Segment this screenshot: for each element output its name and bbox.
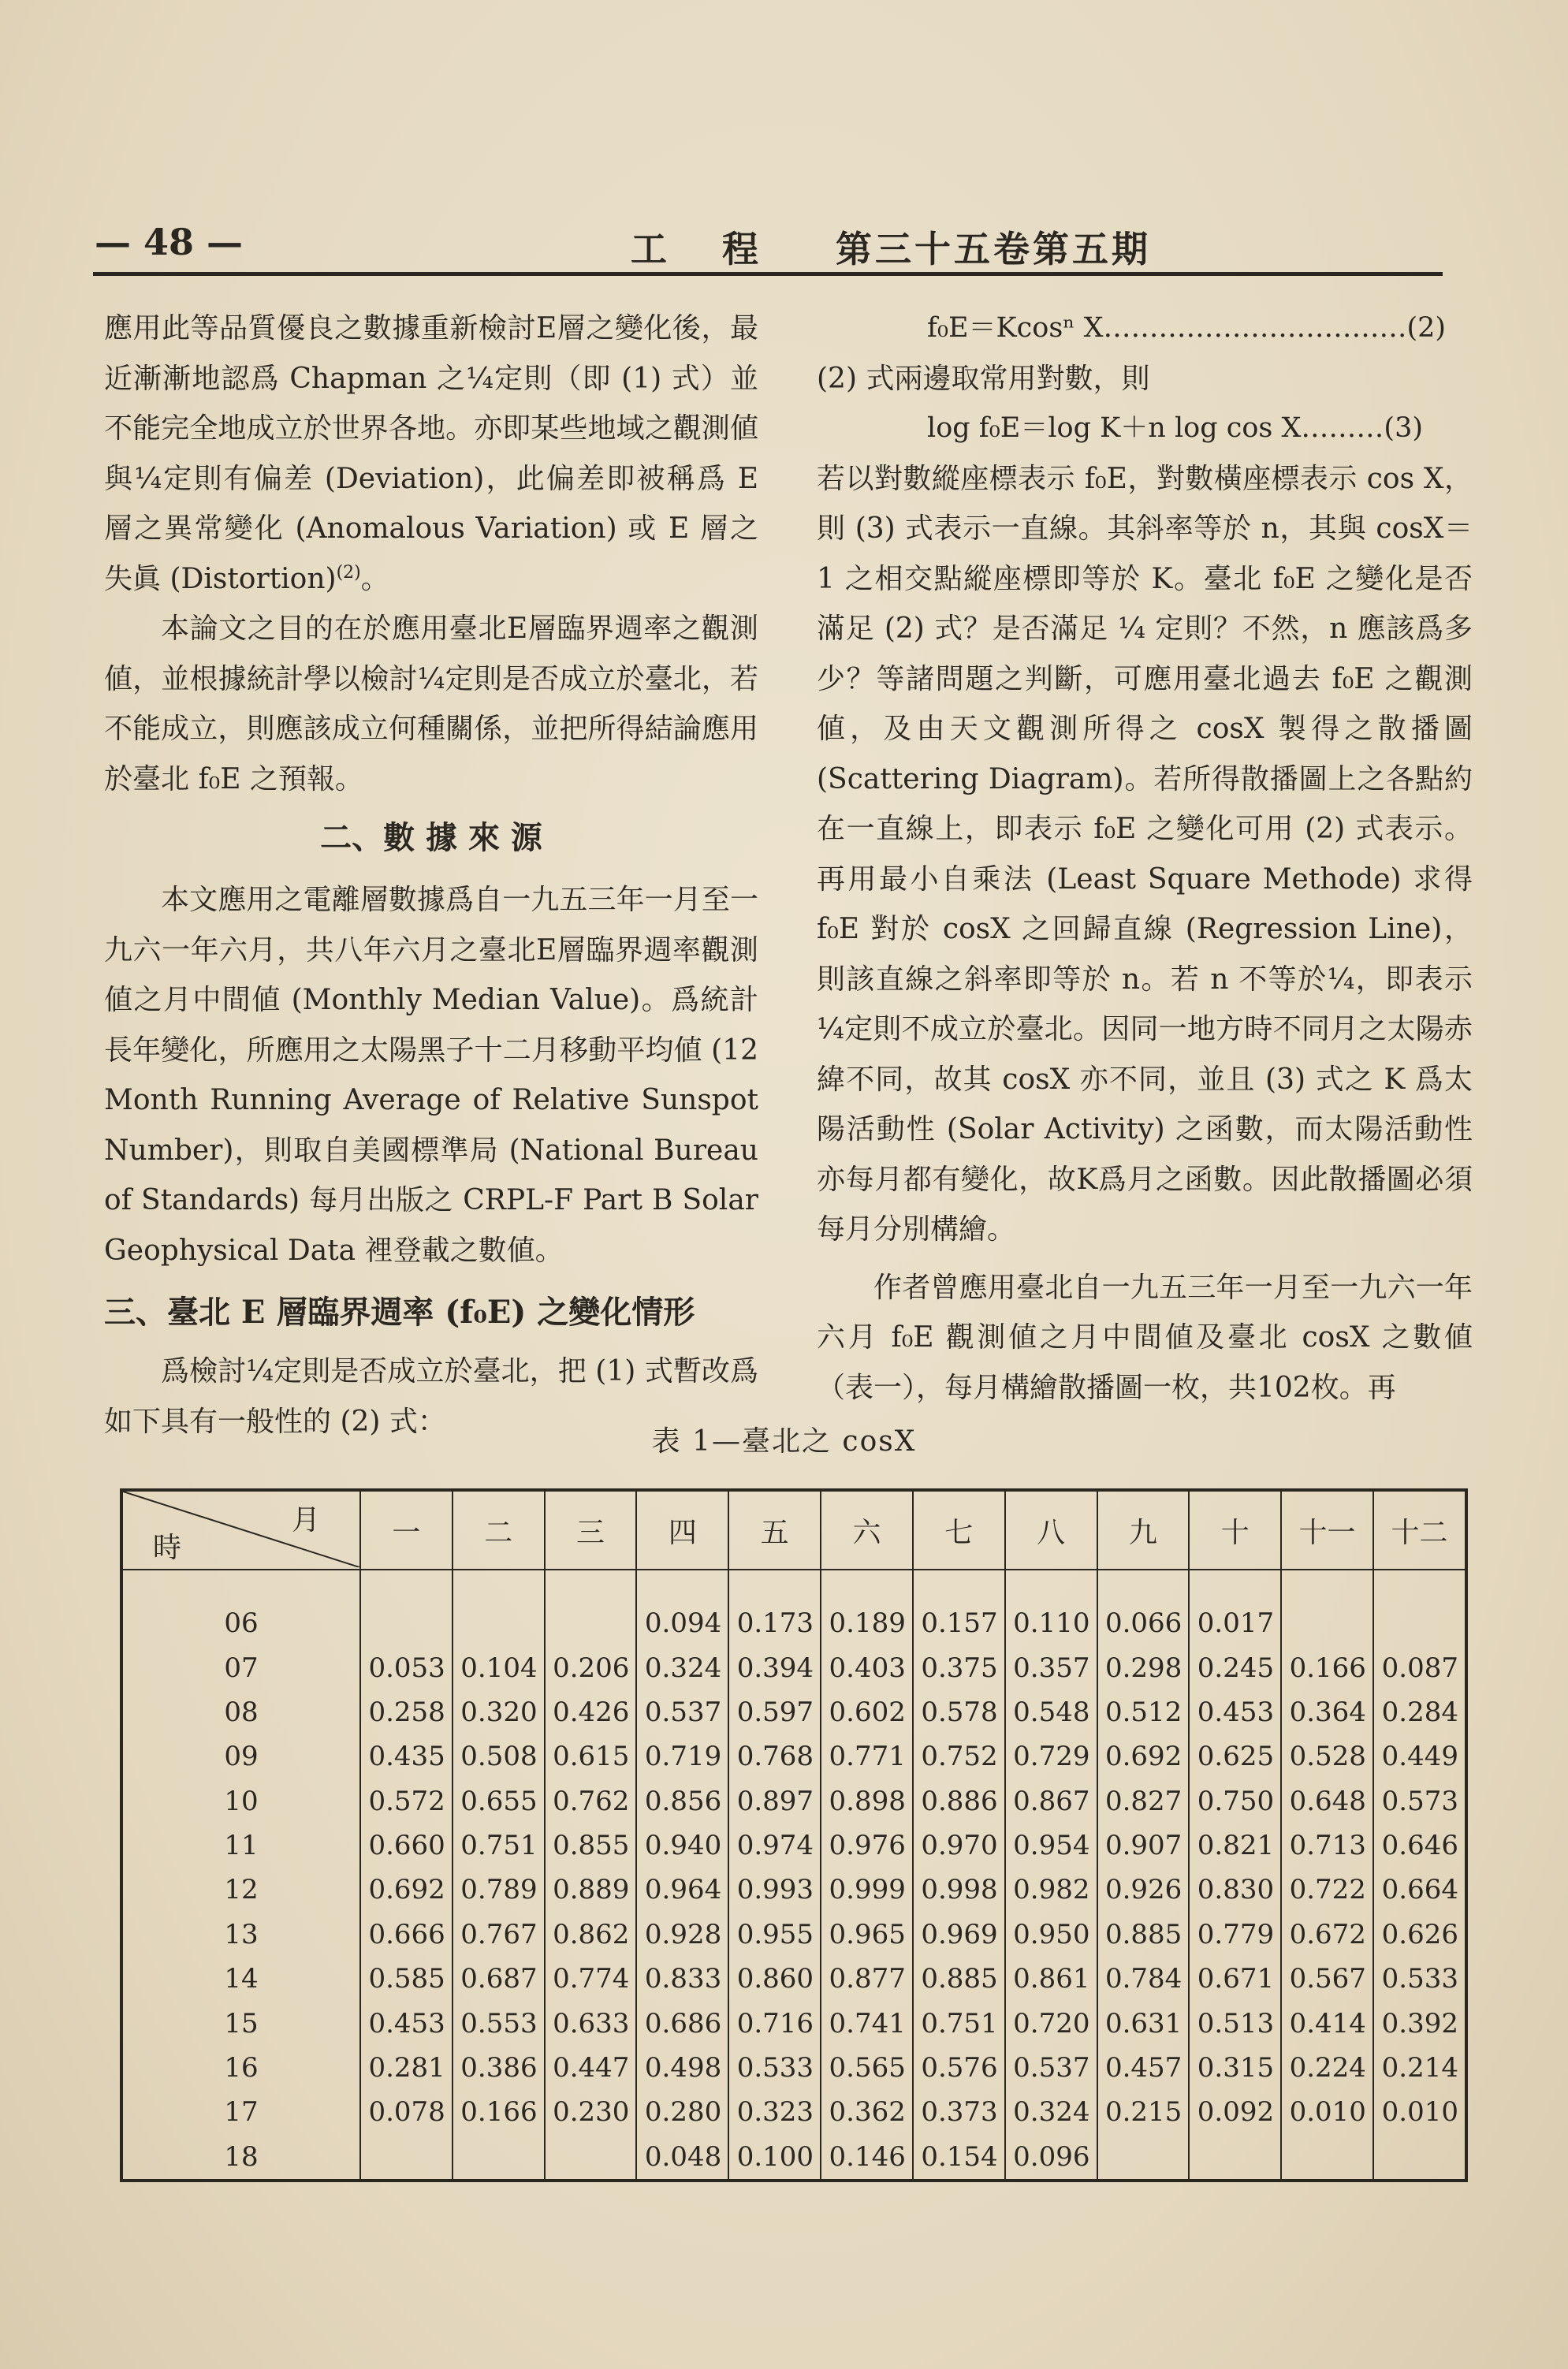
value-cell: 0.533: [728, 2046, 821, 2090]
value-cell: 0.364: [1281, 1690, 1373, 1734]
value-cell: 0.597: [728, 1690, 821, 1734]
header-rule: [93, 272, 1443, 276]
value-cell: 0.281: [360, 2046, 453, 2090]
value-cell: 0.648: [1281, 1779, 1373, 1823]
table-row: [121, 1779, 1466, 1823]
value-cell: 0.768: [728, 1734, 821, 1779]
value-cell: 0.969: [913, 1913, 1005, 1957]
value-cell: 0.692: [1097, 1734, 1190, 1779]
value-cell: [360, 2134, 453, 2181]
value-cell: 0.907: [1097, 1823, 1190, 1868]
value-cell: 0.449: [1373, 1734, 1466, 1779]
value-cell: 0.100: [728, 2134, 821, 2181]
value-cell: 0.457: [1097, 2046, 1190, 2090]
value-cell: [1281, 2134, 1373, 2181]
value-cell: 0.789: [453, 1868, 545, 1912]
value-cell: 0.375: [913, 1645, 1005, 1689]
value-cell: 0.512: [1097, 1690, 1190, 1734]
value-cell: 0.976: [821, 1823, 913, 1868]
value-cell: 0.513: [1189, 2001, 1281, 2045]
value-cell: 0.585: [360, 1957, 453, 2001]
value-cell: 0.926: [1097, 1868, 1190, 1912]
value-cell: 0.655: [453, 1779, 545, 1823]
value-cell: 0.633: [545, 2001, 637, 2045]
value-cell: 0.898: [821, 1779, 913, 1823]
month-header: 十一: [1281, 1490, 1373, 1570]
value-cell: [545, 1570, 637, 1645]
value-cell: 0.779: [1189, 1913, 1281, 1957]
value-cell: 0.954: [1005, 1823, 1097, 1868]
paragraph-end: 。: [360, 562, 389, 595]
value-cell: 0.092: [1189, 2090, 1281, 2134]
table-row: [121, 2134, 1466, 2181]
hour-cell: 13: [224, 1918, 259, 1950]
value-cell: 0.154: [913, 2134, 1005, 2181]
value-cell: 0.078: [360, 2090, 453, 2134]
value-cell: 0.692: [360, 1868, 453, 1912]
table-row: [121, 1734, 1466, 1779]
hour-cell: 10: [224, 1785, 259, 1817]
table-row: [121, 2046, 1466, 2090]
value-cell: 0.280: [636, 2090, 728, 2134]
equation-2: f₀E＝Kcosⁿ X……………………………(2): [927, 312, 1447, 344]
value-cell: 0.830: [1189, 1868, 1281, 1912]
value-cell: 0.940: [636, 1823, 728, 1868]
month-header: 九: [1097, 1490, 1190, 1570]
value-cell: 0.323: [728, 2090, 821, 2134]
hour-cell: 18: [224, 2140, 259, 2173]
value-cell: 0.173: [728, 1570, 821, 1645]
value-cell: 0.362: [821, 2090, 913, 2134]
page-header: [95, 221, 1443, 268]
value-cell: 0.713: [1281, 1823, 1373, 1868]
value-cell: 0.576: [913, 2046, 1005, 2090]
value-cell: 0.533: [1373, 1957, 1466, 2001]
value-cell: 0.897: [728, 1779, 821, 1823]
table-body: [121, 1570, 1466, 2181]
value-cell: 0.716: [728, 2001, 821, 2045]
paragraph: 本論文之目的在於應用臺北E層臨界週率之觀測値，並根據統計學以檢討¼定則是否成立於臺北，若不能成立，則應該成立何種關係，並把所得結論應用於臺北 f₀E 之預報。: [104, 613, 758, 795]
table-row: [121, 2001, 1466, 2045]
value-cell: [360, 1570, 453, 1645]
value-cell: 0.666: [360, 1913, 453, 1957]
table-row: [121, 1913, 1466, 1957]
value-cell: 0.537: [636, 1690, 728, 1734]
value-cell: 0.258: [360, 1690, 453, 1734]
value-cell: 0.821: [1189, 1823, 1281, 1868]
value-cell: 0.166: [1281, 1645, 1373, 1689]
month-header: 七: [913, 1490, 1005, 1570]
value-cell: 0.671: [1189, 1957, 1281, 2001]
cosx-table: [120, 1488, 1468, 2182]
value-cell: 0.565: [821, 2046, 913, 2090]
value-cell: 0.950: [1005, 1913, 1097, 1957]
value-cell: [1097, 2134, 1190, 2181]
month-header: 五: [728, 1490, 821, 1570]
table-row: [121, 1957, 1466, 2001]
hour-cell: 14: [224, 1963, 259, 1995]
value-cell: 0.751: [453, 1823, 545, 1868]
value-cell: 0.392: [1373, 2001, 1466, 2045]
table-row: [121, 1570, 1466, 1645]
value-cell: 0.104: [453, 1645, 545, 1689]
section-heading: 三、臺北 E 層臨界週率 (f₀E) 之變化情形: [104, 1294, 695, 1331]
paragraph: 若以對數縱座標表示 f₀E，對數橫座標表示 cos X，則 (3) 式表示一直線。其斜率等於 n，其與 cosX＝1 之相交點縱座標即等於 K。臺北 f₀E 之變化是否滿足 (2) 式？是否滿足 ¼ 定則？不然，n 應該爲多少？等諸問題之判斷，可應用臺北過去 f₀E 之觀測値，及由天文觀測所得之 cosX 製得之散播圖 (Scattering Diagram)。若所得散播圖上之各點約在一直線上，即表示 f₀E 之變化可用 (2) 式表示。再用最小自乘法 (Least Square Methode) 求得 f₀E 對於 cosX 之回歸直線 (Regression Line)，則該直線之斜率即等於 n。若 n 不等於¼，即表示¼定則不成立於臺北。因同一地方時不同月之太陽赤緯不同，故其 cosX 亦不同，並且 (3) 式之 K 爲太陽活動性 (Solar Activity) 之函數，而太陽活動性亦每月都有變化，故K爲月之函數。因此散播圖必須每月分別構繪。: [817, 462, 1473, 1246]
value-cell: 0.885: [1097, 1913, 1190, 1957]
value-cell: 0.572: [360, 1779, 453, 1823]
value-cell: 0.435: [360, 1734, 453, 1779]
page-number: — 48 —: [95, 221, 244, 263]
value-cell: 0.206: [545, 1645, 637, 1689]
value-cell: 0.784: [1097, 1957, 1190, 2001]
value-cell: 0.646: [1373, 1823, 1466, 1868]
equation-3: log f₀E＝log K＋n log cos X………(3): [927, 412, 1423, 444]
value-cell: 0.324: [636, 1645, 728, 1689]
value-cell: 0.157: [913, 1570, 1005, 1645]
value-cell: 0.672: [1281, 1913, 1373, 1957]
value-cell: 0.528: [1281, 1734, 1373, 1779]
value-cell: 0.660: [360, 1823, 453, 1868]
journal-title: 工程: [631, 228, 814, 270]
value-cell: 0.860: [728, 1957, 821, 2001]
value-cell: [1281, 1570, 1373, 1645]
section-heading: 二、數 據 來 源: [320, 819, 542, 856]
value-cell: 0.230: [545, 2090, 637, 2134]
value-cell: 0.567: [1281, 1957, 1373, 2001]
value-cell: 0.631: [1097, 2001, 1190, 2045]
reference-superscript: (2): [336, 562, 361, 583]
paragraph: 爲檢討¼定則是否成立於臺北，把 (1) 式暫改爲如下具有一般性的 (2) 式：: [104, 1355, 758, 1438]
hour-cell: 11: [224, 1830, 259, 1862]
value-cell: 0.578: [913, 1690, 1005, 1734]
value-cell: 0.214: [1373, 2046, 1466, 2090]
value-cell: 0.722: [1281, 1868, 1373, 1912]
right-column: [817, 304, 1473, 1413]
value-cell: 0.166: [453, 2090, 545, 2134]
value-cell: 0.856: [636, 1779, 728, 1823]
month-header: 八: [1005, 1490, 1097, 1570]
left-column: [104, 304, 758, 1447]
value-cell: 0.508: [453, 1734, 545, 1779]
value-cell: 0.324: [1005, 2090, 1097, 2134]
value-cell: 0.982: [1005, 1868, 1097, 1912]
value-cell: 0.315: [1189, 2046, 1281, 2090]
value-cell: 0.774: [545, 1957, 637, 2001]
value-cell: 0.720: [1005, 2001, 1097, 2045]
value-cell: 0.403: [821, 1645, 913, 1689]
value-cell: 0.357: [1005, 1645, 1097, 1689]
value-cell: 0.889: [545, 1868, 637, 1912]
month-header: 六: [821, 1490, 913, 1570]
value-cell: 0.885: [913, 1957, 1005, 2001]
hour-cell: 07: [224, 1652, 259, 1684]
value-cell: 0.094: [636, 1570, 728, 1645]
month-header: 一: [360, 1490, 453, 1570]
value-cell: 0.862: [545, 1913, 637, 1957]
value-cell: 0.053: [360, 1645, 453, 1689]
value-cell: [545, 2134, 637, 2181]
value-cell: 0.886: [913, 1779, 1005, 1823]
month-header: 二: [453, 1490, 545, 1570]
paragraph: 本文應用之電離層數據爲自一九五三年一月至一九六一年六月，共八年六月之臺北E層臨界週率觀測値之月中間値 (Monthly Median Value)。爲統計長年變化，所應用之太陽黑子十二月移動平均値 (12 Month Running Average of Relative Sunspot Number)，則取自美國標準局 (National Bureau of Standards) 每月出版之 CRPL-F Part B Solar Geophysical Data 裡登載之數値。: [104, 884, 758, 1267]
value-cell: 0.453: [1189, 1690, 1281, 1734]
hour-cell: 15: [224, 2007, 259, 2039]
value-cell: 0.017: [1189, 1570, 1281, 1645]
value-cell: 0.964: [636, 1868, 728, 1912]
value-cell: 0.767: [453, 1913, 545, 1957]
hour-cell: 06: [224, 1607, 259, 1639]
paragraph-text: 應用此等品質優良之數據重新檢討E層之變化後，最近漸漸地認爲 Chapman 之¼定則（即 (1) 式）並不能完全地成立於世界各地。亦即某些地域之觀測値與¼定則有偏差 (Deviation)，此偏差即被稱爲 E 層之異常變化 (Anomalous Variation) 或 E 層之失眞 (Distortion): [104, 312, 758, 595]
value-cell: 0.615: [545, 1734, 637, 1779]
table-row: [121, 1645, 1466, 1689]
value-cell: 0.498: [636, 2046, 728, 2090]
value-cell: 0.066: [1097, 1570, 1190, 1645]
value-cell: 0.861: [1005, 1957, 1097, 2001]
value-cell: 0.729: [1005, 1734, 1097, 1779]
value-cell: 0.414: [1281, 2001, 1373, 2045]
table-row: [121, 1868, 1466, 1912]
value-cell: 0.751: [913, 2001, 1005, 2045]
value-cell: 0.993: [728, 1868, 821, 1912]
value-cell: 0.827: [1097, 1779, 1190, 1823]
month-header: 十二: [1373, 1490, 1466, 1570]
paragraph: 作者曾應用臺北自一九五三年一月至一九六一年六月 f₀E 觀測値之月中間値及臺北 cosX 之數値（表一），每月構繪散播圖一枚，共102枚。再: [817, 1271, 1473, 1404]
month-header: 十: [1189, 1490, 1281, 1570]
value-cell: 0.877: [821, 1957, 913, 2001]
value-cell: 0.298: [1097, 1645, 1190, 1689]
value-cell: 0.373: [913, 2090, 1005, 2134]
value-cell: 0.762: [545, 1779, 637, 1823]
value-cell: 0.010: [1373, 2090, 1466, 2134]
value-cell: 0.096: [1005, 2134, 1097, 2181]
value-cell: 0.686: [636, 2001, 728, 2045]
value-cell: 0.548: [1005, 1690, 1097, 1734]
hour-cell: 17: [224, 2096, 259, 2129]
value-cell: 0.741: [821, 2001, 913, 2045]
value-cell: 0.625: [1189, 1734, 1281, 1779]
value-cell: 0.970: [913, 1823, 1005, 1868]
value-cell: 0.965: [821, 1913, 913, 1957]
value-cell: 0.719: [636, 1734, 728, 1779]
value-cell: 0.664: [1373, 1868, 1466, 1912]
hour-axis-label: 時: [153, 1532, 182, 1564]
value-cell: 0.447: [545, 2046, 637, 2090]
value-cell: [453, 1570, 545, 1645]
value-cell: 0.048: [636, 2134, 728, 2181]
value-cell: 0.537: [1005, 2046, 1097, 2090]
value-cell: 0.573: [1373, 1779, 1466, 1823]
table-corner: [121, 1490, 360, 1570]
value-cell: [1189, 2134, 1281, 2181]
value-cell: 0.245: [1189, 1645, 1281, 1689]
value-cell: 0.974: [728, 1823, 821, 1868]
table-row: [121, 1823, 1466, 1868]
hour-cell: 12: [224, 1874, 259, 1906]
value-cell: 0.687: [453, 1957, 545, 2001]
value-cell: 0.453: [360, 2001, 453, 2045]
value-cell: 0.110: [1005, 1570, 1097, 1645]
value-cell: 0.224: [1281, 2046, 1373, 2090]
value-cell: [453, 2134, 545, 2181]
issue-label: 第三十五卷第五期: [836, 228, 1151, 270]
hour-cell: 16: [224, 2051, 259, 2084]
value-cell: [1373, 2134, 1466, 2181]
value-cell: 0.146: [821, 2134, 913, 2181]
value-cell: 0.320: [453, 1690, 545, 1734]
table-caption: 表 1—臺北之 cosX: [651, 1425, 917, 1458]
value-cell: 0.553: [453, 2001, 545, 2045]
month-axis-label: 月: [291, 1504, 320, 1536]
value-cell: 0.626: [1373, 1913, 1466, 1957]
paragraph: [104, 304, 758, 604]
hour-cell: 09: [224, 1741, 259, 1773]
value-cell: 0.955: [728, 1913, 821, 1957]
value-cell: 0.284: [1373, 1690, 1466, 1734]
value-cell: 0.999: [821, 1868, 913, 1912]
value-cell: 0.215: [1097, 2090, 1190, 2134]
value-cell: 0.189: [821, 1570, 913, 1645]
value-cell: 0.426: [545, 1690, 637, 1734]
table-row: [121, 1690, 1466, 1734]
value-cell: 0.386: [453, 2046, 545, 2090]
table-row: [121, 2090, 1466, 2134]
table-header-row: [121, 1490, 1466, 1570]
value-cell: 0.855: [545, 1823, 637, 1868]
value-cell: 0.833: [636, 1957, 728, 2001]
value-cell: 0.087: [1373, 1645, 1466, 1689]
value-cell: [1373, 1570, 1466, 1645]
value-cell: 0.394: [728, 1645, 821, 1689]
paragraph: (2) 式兩邊取常用對數，則: [817, 362, 1150, 395]
value-cell: 0.602: [821, 1690, 913, 1734]
month-header: 三: [545, 1490, 637, 1570]
hour-cell: 08: [224, 1696, 259, 1728]
value-cell: 0.750: [1189, 1779, 1281, 1823]
value-cell: 0.928: [636, 1913, 728, 1957]
value-cell: 0.752: [913, 1734, 1005, 1779]
value-cell: 0.998: [913, 1868, 1005, 1912]
value-cell: 0.010: [1281, 2090, 1373, 2134]
value-cell: 0.867: [1005, 1779, 1097, 1823]
month-header: 四: [636, 1490, 728, 1570]
value-cell: 0.771: [821, 1734, 913, 1779]
